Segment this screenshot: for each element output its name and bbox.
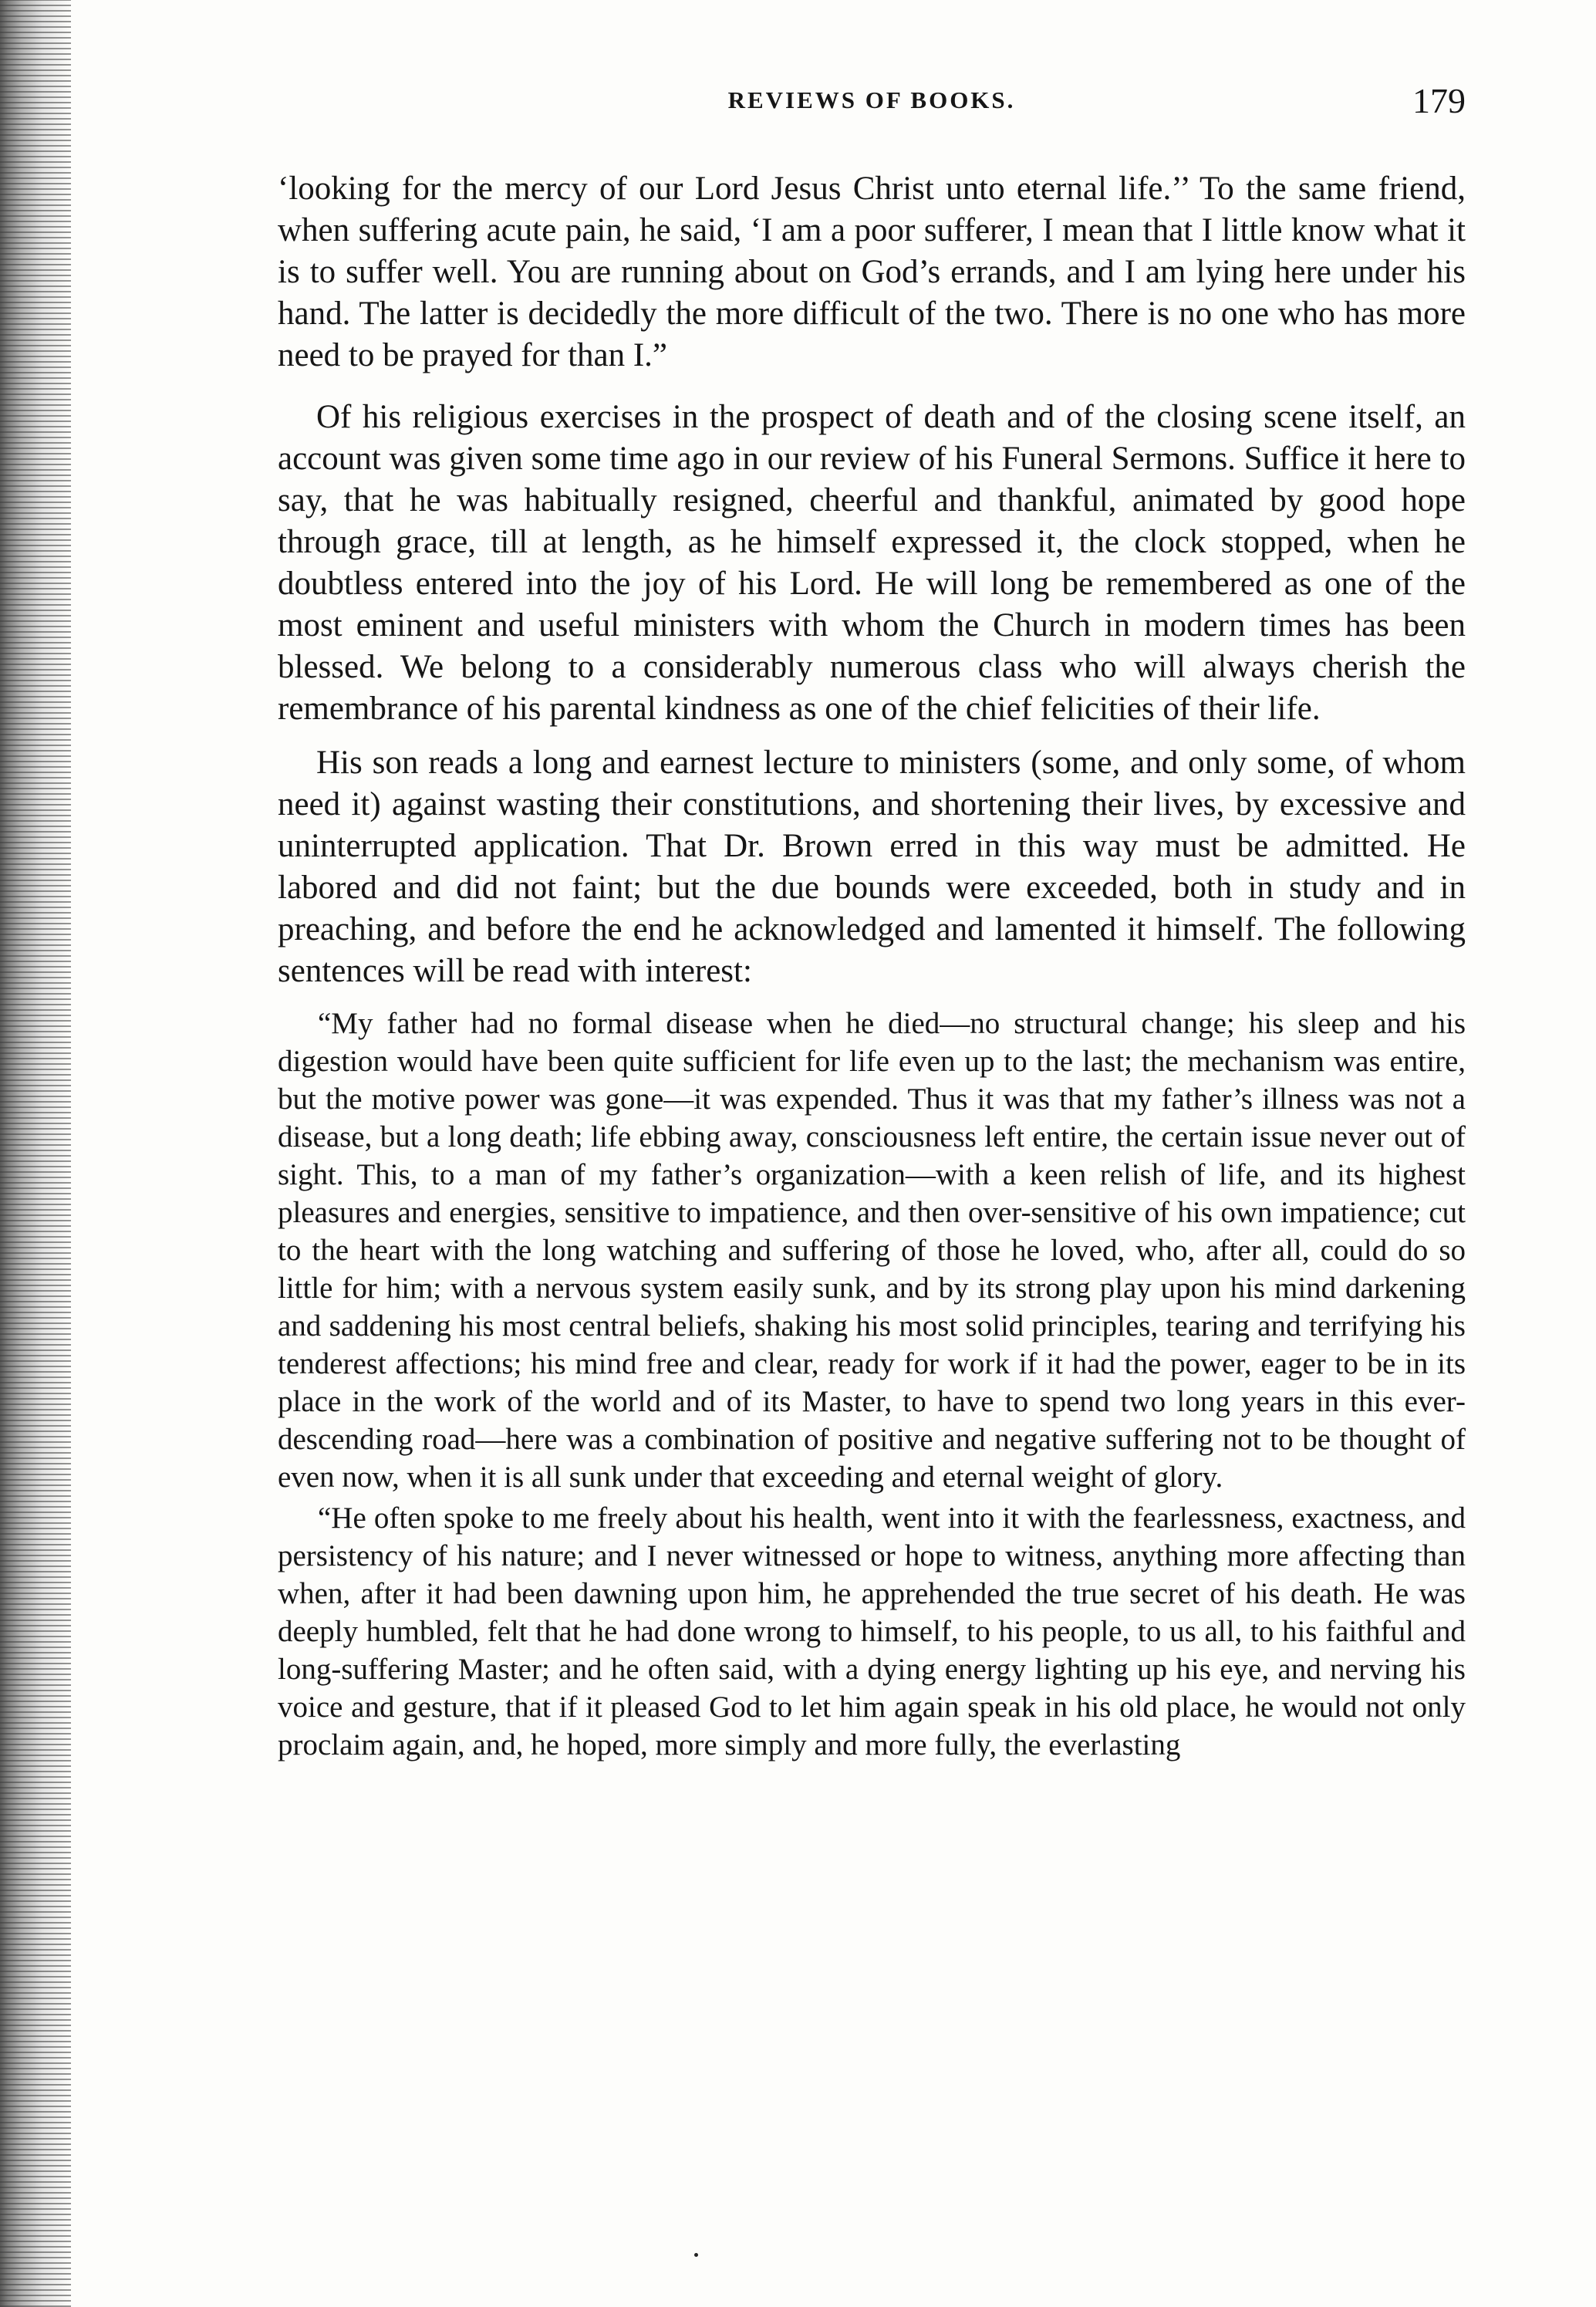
running-head: REVIEWS OF BOOKS. <box>727 86 1016 113</box>
paragraph-3: His son reads a long and earnest lecture to ministers (some, and only some, of whom need it) against wasting their constitutions, and shortening their lives, by excessive and uninterrupted application. That Dr. Brown erred in this way must be admitted. He labored and did not faint; but the due bounds were exceeded, both in study and in preaching, and before the end he acknowledged and lamented it himself. The following sentences will be read with interest: <box>278 745 1466 989</box>
page-number: 179 <box>1412 81 1466 120</box>
print-dot <box>694 2253 698 2257</box>
page-header <box>278 81 1466 125</box>
main-text <box>278 168 1466 1764</box>
page-binding-edge <box>0 0 71 2307</box>
block-quote-2: “He often spoke to me freely about his health, went into it with the fearlessness, exactness, and persistency of his nature; and I never witnessed or hope to witness, anything more affecting than when, after it had been dawning upon him, he apprehended the true secret of his death. He was deeply humbled, felt that he had done wrong to himself, to his people, to us all, to his faithful and long-suffering Master; and he often said, with a dying energy lighting up his eye, and nerving his voice and gesture, that if it pleased God to let him again speak in his old place, he would not only proclaim again, and, he hoped, more simply and more fully, the everlasting <box>278 1501 1466 1761</box>
block-quote-1: “My father had no formal disease when he died—no structural change; his sleep and his digestion would have been quite sufficient for life even up to the last; the mechanism was entire, but the motive power was gone—it was expended. Thus it was that my father’s illness was not a disease, but a long death; life ebbing away, consciousness left entire, the certain issue never out of sight. This, to a man of my father’s organization—with a keen relish of life, and its highest pleasures and energies, sensitive to impatience, and then over-sensitive of his own impatience; cut to the heart with the long watching and suffering of those he loved, who, after all, could do so little for him; with a nervous system easily sunk, and by its strong play upon his mind darkening and saddening his most central beliefs, shaking his most solid principles, tearing and terrifying his tenderest affections; his mind free and clear, ready for work if it had the power, eager to be in its place in the work of the world and of its Master, to have to spend two long years in this ever-descending road—here was a combination of positive and negative suffering not to be thought of even now, when it is all sunk under that exceeding and eternal weight of glory. <box>278 1007 1466 1494</box>
paragraph-1: ‘looking for the mercy of our Lord Jesus Christ unto eternal life.’’ To the same friend, when suffering acute pain, he said, ‘I am a poor sufferer, I mean that I little know what it is to suffer well. You are running about on God’s errands, and I am lying here under his hand. The latter is decidedly the more difficult of the two. There is no one who has more need to be prayed for than I.” <box>278 171 1466 373</box>
paragraph-2: Of his religious exercises in the prospect of death and of the closing scene itself, an account was given some time ago in our review of his Funeral Sermons. Suffice it here to say, that he was habitually resigned, cheerful and thankful, animated by good hope through grace, till at length, as he himself expressed it, the clock stopped, when he doubtless entered into the joy of his Lord. He will long be remembered as one of the most eminent and useful ministers with whom the Church in modern times has been blessed. We belong to a considerably numerous class who will always cherish the remembrance of his parental kindness as one of the chief felicities of their life. <box>278 399 1466 727</box>
